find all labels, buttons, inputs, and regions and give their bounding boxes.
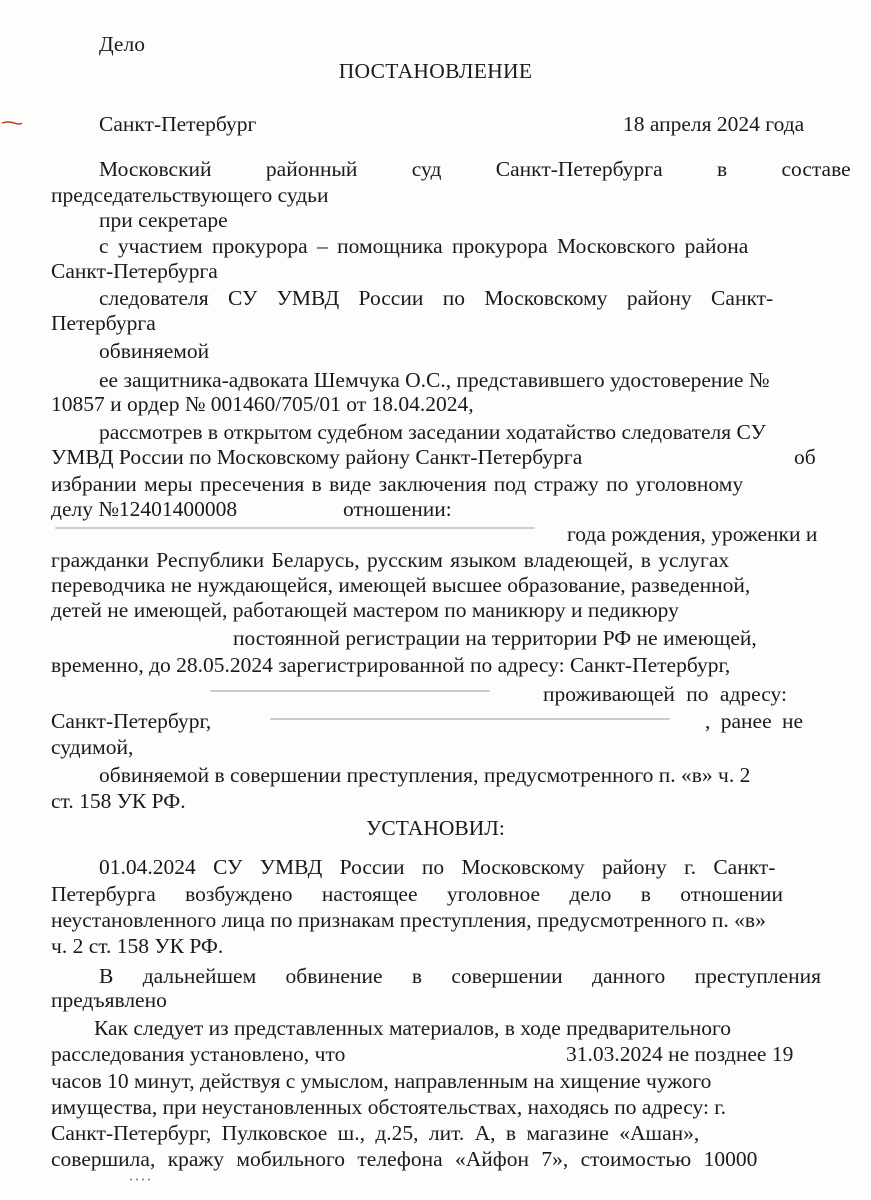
body-line-8: расследования установлено, что — [51, 1042, 346, 1066]
intro-line-14-end: отношении: — [343, 497, 452, 521]
body-line-9: часов 10 минут, действуя с умыслом, направленным на хищение чужого — [51, 1069, 712, 1093]
intro-line-1: Московский районный суд Санкт-Петербурга в составе — [99, 157, 851, 181]
case-label: Дело — [99, 32, 145, 56]
intro-line-12-end: об — [794, 445, 816, 469]
intro-line-23: судимой, — [51, 735, 134, 759]
intro-line-22-end: , ранее не — [705, 709, 804, 733]
intro-line-10: 10857 и ордер № 001460/705/01 от 18.04.2024, — [51, 392, 474, 416]
intro-line-17: переводчика не нуждающейся, имеющей высшее образование, разведенной, — [51, 573, 751, 597]
intro-line-11: рассмотрев в открытом судебном заседании ходатайство следователя СУ — [99, 420, 766, 444]
body-line-1: 01.04.2024 СУ УМВД России по Московскому району г. Санкт- — [99, 855, 776, 879]
intro-line-4: с участием прокурора – помощника прокурора Московского района — [99, 234, 749, 258]
intro-line-12: УМВД России по Московскому району Санкт-Петербурга — [51, 445, 583, 469]
intro-line-19: постоянной регистрации на территории РФ не имеющей, — [233, 626, 757, 650]
intro-line-2: председательствующего судьи — [51, 183, 329, 207]
margin-mark — [2, 121, 22, 125]
body-line-5: В дальнейшем обвинение в совершении данного преступления — [99, 964, 822, 988]
body-line-2: Петербурга возбуждено настоящее уголовное дело в отношении — [51, 882, 784, 906]
intro-line-14: делу №12401400008 — [51, 497, 238, 521]
intro-line-24: обвиняемой в совершении преступления, предусмотренного п. «в» ч. 2 — [99, 763, 751, 787]
body-line-7: Как следует из представленных материалов, в ходе предварительного — [94, 1016, 732, 1040]
intro-line-7: Петербурга — [51, 311, 156, 335]
date: 18 апреля 2024 года — [623, 112, 805, 136]
intro-line-22: Санкт-Петербург, — [51, 709, 212, 733]
redaction-trace — [55, 527, 535, 529]
margin-dots — [128, 1178, 158, 1181]
intro-line-13: избрании меры пресечения в виде заключения под стражу по уголовному — [51, 472, 744, 496]
section-heading: УСТАНОВИЛ: — [366, 816, 505, 840]
intro-line-9: ее защитника-адвоката Шемчука О.С., представившего удостоверение № — [99, 368, 770, 392]
intro-line-15: года рождения, уроженки и — [567, 522, 818, 546]
intro-line-3: при секретаре — [99, 208, 228, 232]
body-line-8-end: 31.03.2024 не позднее 19 — [566, 1042, 794, 1066]
city: Санкт-Петербург — [99, 112, 257, 136]
intro-line-21: проживающей по адресу: — [543, 682, 787, 706]
body-line-4: ч. 2 ст. 158 УК РФ. — [51, 934, 224, 958]
intro-line-6: следователя СУ УМВД России по Московскому району Санкт- — [99, 286, 774, 310]
intro-line-18: детей не имеющей, работающей мастером по маникюру и педикюру — [51, 598, 679, 622]
redaction-trace-3 — [270, 718, 670, 720]
intro-line-16: гражданки Республики Беларусь, русским языком владеющей, в услугах — [51, 548, 730, 572]
body-line-12: совершила, кражу мобильного телефона «Айфон 7», стоимостью 10000 — [51, 1147, 758, 1171]
body-line-10: имущества, при неустановленных обстоятельствах, находясь по адресу: г. — [51, 1095, 727, 1119]
intro-line-25: ст. 158 УК РФ. — [51, 789, 186, 813]
body-line-11: Санкт-Петербург, Пулковское ш., д.25, лит. А, в магазине «Ашан», — [51, 1121, 700, 1145]
intro-line-8: обвиняемой — [99, 339, 210, 363]
body-line-3: неустановленного лица по признакам преступления, предусмотренного п. «в» — [51, 908, 766, 932]
redaction-trace-2 — [210, 690, 490, 692]
intro-line-20: временно, до 28.05.2024 зарегистрированной по адресу: Санкт-Петербург, — [51, 653, 731, 677]
intro-line-5: Санкт-Петербурга — [51, 259, 218, 283]
body-line-6: предъявлено — [51, 988, 167, 1012]
document-title: ПОСТАНОВЛЕНИЕ — [338, 59, 533, 83]
